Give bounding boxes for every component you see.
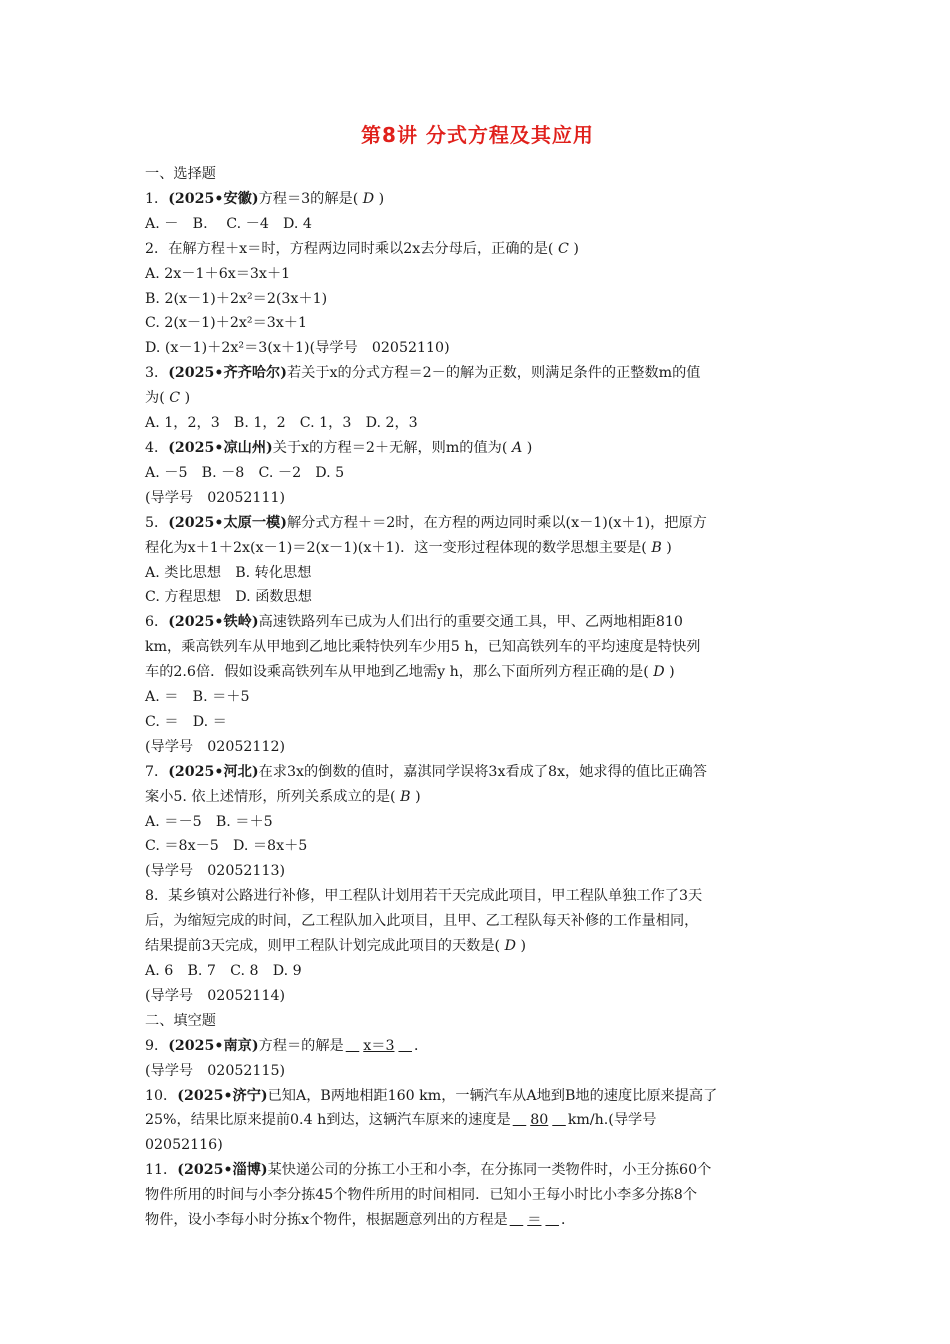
line-text: C. 方程思想 D. 函数思想 <box>145 589 312 606</box>
text-line <box>145 561 810 586</box>
text-line <box>145 1208 810 1233</box>
question-number: 3． <box>145 365 169 382</box>
text-line <box>145 336 810 361</box>
answer-choice: B <box>400 788 411 805</box>
text-line <box>145 760 810 785</box>
text-line <box>145 361 810 386</box>
line-text: (导学号 02052114) <box>145 987 286 1004</box>
line-text: B. 2(x－1)＋2x²＝2(3x＋1) <box>145 290 328 307</box>
question-text: 解分式方程＋＝2时，在方程的两边同时乘以(x－1)(x＋1)，把原方 <box>286 514 707 531</box>
answer-choice: A <box>511 439 523 456</box>
text-line <box>145 1034 810 1059</box>
page-title: 第8讲 分式方程及其应用 <box>361 123 594 147</box>
text-line <box>145 212 810 237</box>
question-text: 已知A，B两地相距160 km，一辆汽车从A地到B地的速度比原来提高了 <box>267 1087 718 1104</box>
line-end: ． <box>414 1037 429 1054</box>
line-text: A. 1，2，3 B. 1，2 C. 1，3 D. 2，3 <box>145 415 418 432</box>
text-line <box>145 237 810 262</box>
line-text: A. ＝ B. ＝＋5 <box>145 689 250 706</box>
text-line <box>145 834 810 859</box>
question-source: (2025•凉山州) <box>168 439 273 456</box>
line-text: (导学号 02052112) <box>145 738 286 755</box>
line-text: A. － B. C. －4 D. 4 <box>145 215 312 232</box>
line-end: ) <box>526 439 533 456</box>
line-text: 一、选择题 <box>145 166 216 182</box>
question-source: (2025•铁岭) <box>168 614 259 631</box>
question-source: (2025•济宁) <box>177 1087 268 1104</box>
text-line <box>145 1009 810 1034</box>
text-line <box>145 436 810 461</box>
answer-choice: D <box>653 664 665 681</box>
text-line <box>145 1108 810 1133</box>
line-text: C. 2(x－1)＋2x²＝3x＋1 <box>145 315 308 332</box>
text-line <box>145 1059 810 1084</box>
question-text: 关于x的方程＝2＋无解，则m的值为( <box>272 439 508 456</box>
question-number: 10． <box>145 1087 178 1104</box>
line-end: ) <box>415 788 421 805</box>
line-end: ) <box>573 240 579 257</box>
question-number: 4． <box>145 439 169 456</box>
line-text: km，乘高铁列车从甲地到乙地比乘特快列车少用5 h，已知高铁列车的平均速度是特快列 <box>145 639 701 656</box>
question-number: 7． <box>145 763 169 780</box>
line-text: 02052116) <box>145 1137 223 1154</box>
blank-underline <box>344 1038 362 1054</box>
question-list <box>145 162 810 1233</box>
text-line <box>145 511 810 536</box>
text-line <box>145 635 810 660</box>
answer-choice: B <box>651 539 662 556</box>
question-text: 若关于x的分式方程＝2－的解为正数，则满足条件的正整数m的值 <box>286 365 701 382</box>
worksheet <box>145 118 810 1233</box>
blank-underline <box>508 1212 526 1228</box>
line-text: C. ＝ D. ＝ <box>145 713 227 730</box>
line-end: ) <box>666 539 672 556</box>
text-line <box>145 810 810 835</box>
text-line <box>145 1084 810 1109</box>
text-line <box>145 461 810 486</box>
text-line <box>145 411 810 436</box>
line-text: 案小5. 依上述情形，所列关系成立的是( <box>145 788 396 805</box>
text-line <box>145 909 810 934</box>
text-line <box>145 934 810 959</box>
text-line <box>145 287 810 312</box>
blank-underline <box>396 1038 414 1054</box>
text-line <box>145 710 810 735</box>
text-line <box>145 585 810 610</box>
line-text: C. ＝8x－5 D. ＝8x＋5 <box>145 838 308 855</box>
line-end: ． <box>560 1212 576 1229</box>
line-text: 8．某乡镇对公路进行补修，甲工程队计划用若干天完成此项目，甲工程队单独工作了3天 <box>145 888 703 905</box>
text-line <box>145 984 810 1009</box>
text-line <box>145 1158 810 1183</box>
line-text: A. 6 B. 7 C. 8 D. 9 <box>145 963 302 979</box>
text-line <box>145 610 810 635</box>
question-number: 5． <box>145 514 169 531</box>
line-text: 为( <box>145 390 165 407</box>
line-end: ) <box>378 190 385 207</box>
text-line <box>145 311 810 336</box>
question-source: (2025•太原一模) <box>168 514 287 531</box>
question-text: 某快递公司的分拣工小王和小李，在分拣同一类物件时，小王分拣60个 <box>267 1162 712 1179</box>
line-text: A. 类比思想 B. 转化思想 <box>145 564 312 581</box>
line-end: ) <box>669 664 675 681</box>
question-text: 高速铁路列车已成为人们出行的重要交通工具，甲、乙两地相距810 <box>258 614 683 631</box>
question-number: 6． <box>145 614 169 631</box>
question-number: 9． <box>145 1037 169 1054</box>
line-text: 2．在解方程＋x＝时，方程两边同时乘以2x去分母后，正确的是( <box>145 240 554 257</box>
line-text: 结果提前3天完成，则甲工程队计划完成此项目的天数是( <box>145 938 501 955</box>
text-line <box>145 1183 810 1208</box>
question-source: (2025•齐齐哈尔) <box>168 365 287 382</box>
question-source: (2025•安徽) <box>168 190 259 207</box>
question-text: 在求3x的倒数的值时，嘉淇同学误将3x看成了8x，她求得的值比正确答 <box>258 763 707 780</box>
answer-choice: C <box>169 390 181 407</box>
text-line <box>145 785 810 810</box>
line-text: (导学号 02052111) <box>145 489 286 506</box>
line-text: 车的2.6倍．假如设乘高铁列车从甲地到乙地需y h，那么下面所列方程正确的是( <box>145 664 649 681</box>
blank-underline <box>543 1212 561 1228</box>
question-number: 11． <box>145 1162 178 1179</box>
fill-blank-answer: 80 <box>530 1112 549 1129</box>
fill-blank-answer: x＝3 <box>363 1037 395 1054</box>
text-line <box>145 735 810 760</box>
line-text: A. 2x－1＋6x＝3x＋1 <box>145 265 291 282</box>
line-text: 二、填空题 <box>145 1012 216 1029</box>
text-line <box>145 685 810 710</box>
line-text: 程化为x＋1＋2x(x－1)＝2(x－1)(x＋1)．这一变形过程体现的数学思想主要是( <box>145 539 647 556</box>
line-text: 后，为缩短完成的时间，乙工程队加入此项目，且甲、乙工程队每天补修的工作量相同， <box>145 913 699 930</box>
line-text: 物件所用的时间与小李分拣45个物件所用的时间相同．已知小王每小时比小李多分拣8个 <box>145 1187 698 1204</box>
answer-choice: D <box>504 938 516 955</box>
line-text: 物件，设小李每小时分拣x个物件，根据题意列出的方程是 <box>145 1212 508 1229</box>
question-source: (2025•河北) <box>168 763 259 780</box>
line-end: ) <box>184 390 191 407</box>
line-text: A. ＝－5 B. ＝＋5 <box>145 813 273 830</box>
text-line <box>145 884 810 909</box>
question-source: (2025•南京) <box>168 1037 259 1054</box>
line-text: (导学号 02052113) <box>145 863 286 880</box>
question-number: 1． <box>145 190 169 207</box>
question-source: (2025•淄博) <box>177 1162 268 1179</box>
question-text: 方程＝的解是 <box>258 1037 344 1054</box>
answer-choice: C <box>557 240 569 257</box>
answer-choice: D <box>362 190 375 207</box>
text-line <box>145 187 810 212</box>
question-text: 方程＝3的解是( <box>258 190 359 207</box>
text-line <box>145 386 810 411</box>
blank-underline <box>550 1112 568 1128</box>
line-text: 25%，结果比原来提前0.4 h到达，这辆汽车原来的速度是 <box>145 1112 511 1129</box>
text-line <box>145 262 810 287</box>
text-line <box>145 859 810 884</box>
line-text: D. (x－1)＋2x²＝3(x＋1)(导学号 02052110) <box>145 340 450 357</box>
text-line <box>145 536 810 561</box>
text-line <box>145 1133 810 1158</box>
text-line <box>145 486 810 511</box>
line-end: km/h.(导学号 <box>567 1112 657 1129</box>
text-line <box>145 959 810 984</box>
line-text: (导学号 02052115) <box>145 1062 286 1079</box>
line-end: ) <box>520 938 527 955</box>
line-text: A. －5 B. －8 C. －2 D. 5 <box>145 464 345 481</box>
text-line <box>145 162 810 187</box>
text-line <box>145 660 810 685</box>
blank-underline <box>511 1112 529 1128</box>
fill-blank-answer: ＝ <box>527 1212 542 1229</box>
